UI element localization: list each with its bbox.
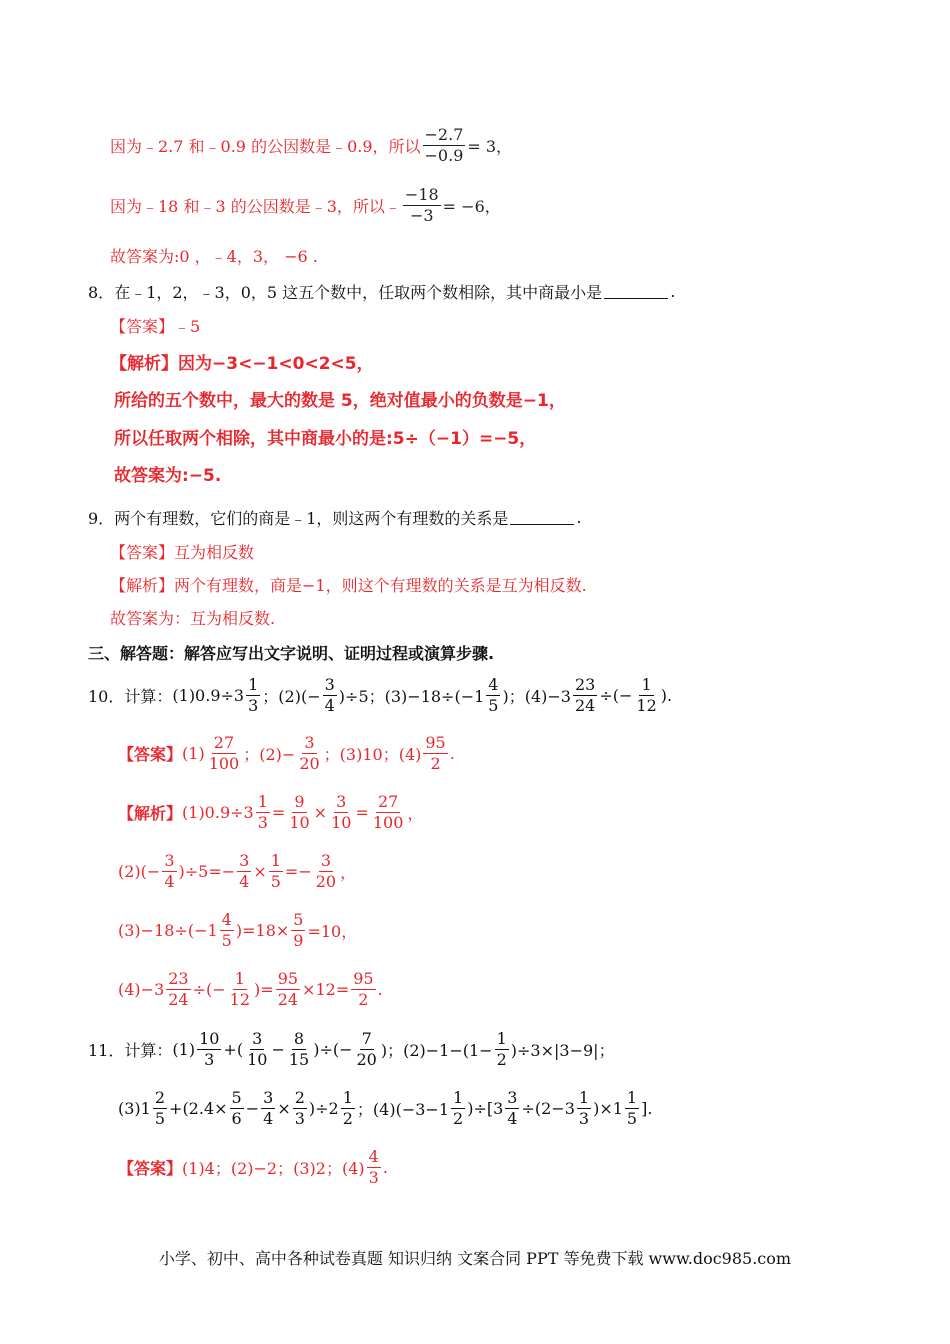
fraction: $\frac{1}{2}$ <box>496 1029 507 1070</box>
q7-line1-text: 因为﹣2.7 和﹣0.9 的公因数是﹣0.9，所以 <box>110 137 421 157</box>
fraction: $\frac{1}{5}$ <box>270 851 281 892</box>
q10-explain-4: (4)−3 $\frac{23}{24}$ ÷(− $\frac{1}{12}$ )= $\frac{95}{24}$ ×12= $\frac{95}{2}$ . <box>118 969 383 1010</box>
q9-answer: 【答案】 互为相反数 <box>110 543 255 562</box>
fraction: $\frac{95}{2}$ <box>425 733 446 774</box>
fraction: $\frac{4}{3}$ <box>368 1147 379 1188</box>
answer-blank <box>510 510 574 525</box>
q8-question: 8． 在﹣1，2，﹣3，0，5 这五个数中，任取两个数相除，其中商最小是 . <box>88 282 676 302</box>
q7-line1: 因为﹣2.7 和﹣0.9 的公因数是﹣0.9，所以 $\frac{-2.7}{-0.9}$ = 3， <box>110 125 513 166</box>
fraction: $\frac{3}{10}$ <box>247 1029 268 1070</box>
page-footer: 小学、初中、高中各种试卷真题 知识归纳 文案合同 PPT 等免费下载 www.doc985.com <box>158 1249 792 1268</box>
fraction: $\frac{9}{10}$ <box>289 792 310 833</box>
q7-line2: 因为﹣18 和﹣3 的公因数是﹣3，所以﹣ $\frac{-18}{-3}$ = −6， <box>110 185 501 226</box>
fraction: $\frac{1}{12}$ <box>636 675 657 716</box>
fraction: $\frac{8}{15}$ <box>288 1029 310 1070</box>
q10-explain-1: 【解析】 (1)0.9÷3 $\frac{1}{3}$ = $\frac{9}{10}$ × $\frac{3}{10}$ = $\frac{27}{100}$ ， <box>118 792 424 833</box>
q10-answer: 【答案】 (1) $\frac{27}{100}$ ；(2)− $\frac{3}{20}$ ；(3)10；(4) $\frac{95}{2}$ . <box>118 733 455 774</box>
q8-explain-2: 所给的五个数中，最大的数是 5，绝对值最小的负数是−1， <box>114 391 566 411</box>
q8-explain-4: 故答案为:−5. <box>114 466 222 486</box>
q9-question: 9． 两个有理数，它们的商是﹣1，则这两个有理数的关系是 . <box>88 508 582 528</box>
fraction: $\frac{4}{5}$ <box>221 910 232 951</box>
fraction: $\frac{3}{20}$ <box>315 851 337 892</box>
fraction: $\frac{27}{100}$ <box>208 733 240 774</box>
q10-question: 10． 计算： (1)0.9÷3 $\frac{1}{3}$ ；(2)(− $\frac{3}{4}$ )÷5；(3)−18÷(−1 $\frac{4}{5}$ )；(4)−3 $\frac{23}{24}$ ÷(− $\frac{1}{12}$ ). <box>88 675 673 716</box>
fraction: $\frac{1}{3}$ <box>248 675 259 716</box>
fraction: $\frac{23}{24}$ <box>168 969 189 1010</box>
fraction: $\frac{5}{6}$ <box>231 1088 242 1129</box>
fraction: $\frac{3}{20}$ <box>299 733 320 774</box>
fraction: $\frac{-2.7}{-0.9}$ <box>424 125 464 166</box>
q11-answer: 【答案】 (1)4；(2)−2；(3)2；(4) $\frac{4}{3}$ . <box>118 1147 388 1188</box>
fraction: $\frac{-18}{-3}$ <box>404 185 439 226</box>
fraction: $\frac{3}{4}$ <box>239 851 250 892</box>
q7-line2-text: 因为﹣18 和﹣3 的公因数是﹣3，所以﹣ <box>110 197 401 217</box>
fraction: $\frac{10}{3}$ <box>199 1029 220 1070</box>
q8-explain-3: 所以任取两个相除，其中商最小的是:5÷（−1）=−5， <box>114 429 537 449</box>
q11-question-line1: 11． 计算： (1) $\frac{10}{3}$ +( $\frac{3}{10}$ − $\frac{8}{15}$ )÷(− $\frac{7}{20}$ )；(2)−1−(1− $\frac{1}{2}$ )÷3×|3−9|； <box>88 1029 615 1070</box>
fraction: $\frac{95}{2}$ <box>353 969 374 1010</box>
fraction: $\frac{1}{3}$ <box>257 792 268 833</box>
fraction: $\frac{1}{2}$ <box>453 1088 464 1129</box>
fraction: $\frac{95}{24}$ <box>277 969 299 1010</box>
section-title: 三、解答题：解答应写出文字说明、证明过程或演算步骤. <box>88 644 495 663</box>
q8-answer: 【答案】 ﹣5 <box>110 317 201 336</box>
fraction: $\frac{3}{4}$ <box>164 851 175 892</box>
q9-explain: 【解析】 两个有理数，商是−1，则这个有理数的关系是互为相反数. <box>110 576 587 595</box>
fraction: $\frac{3}{4}$ <box>324 675 335 716</box>
fraction: $\frac{3}{4}$ <box>263 1088 274 1129</box>
fraction: $\frac{27}{100}$ <box>372 792 404 833</box>
fraction: $\frac{4}{5}$ <box>488 675 499 716</box>
q9-conclusion: 故答案为：互为相反数. <box>110 609 276 628</box>
fraction: $\frac{5}{9}$ <box>293 910 304 951</box>
fraction: $\frac{1}{12}$ <box>229 969 251 1010</box>
fraction: $\frac{2}{3}$ <box>294 1088 305 1129</box>
q8-explain-1: 【解析】 因为−3<−1<0<2<5， <box>110 354 374 374</box>
fraction: $\frac{7}{20}$ <box>356 1029 377 1070</box>
fraction: $\frac{23}{24}$ <box>574 675 596 716</box>
q10-explain-2: (2)(− $\frac{3}{4}$ )÷5=− $\frac{3}{4}$ × $\frac{1}{5}$ =− $\frac{3}{20}$ ， <box>118 851 357 892</box>
fraction: $\frac{3}{10}$ <box>331 792 352 833</box>
fraction: $\frac{2}{5}$ <box>154 1088 166 1129</box>
fraction: $\frac{3}{4}$ <box>507 1088 518 1129</box>
q11-question-line2: (3)1 $\frac{2}{5}$ +(2.4× $\frac{5}{6}$ − $\frac{3}{4}$ × $\frac{2}{3}$ )÷2 $\frac{1}{2}$ ；(4)(−3−1 $\frac{1}{2}$ )÷[3 $\frac{3}{4}$ ÷(2−3 $\frac{1}{3}$ )×1 $\frac{1}{5}$ ]. <box>118 1088 653 1129</box>
q7-conclusion: 故答案为:0 ，﹣4，3， −6 . <box>110 247 318 266</box>
fraction: $\frac{1}{5}$ <box>626 1088 638 1129</box>
q10-explain-3: (3)−18÷(−1 $\frac{4}{5}$ )=18× $\frac{5}{9}$ =10， <box>118 910 358 951</box>
answer-blank <box>604 284 668 299</box>
fraction: $\frac{1}{2}$ <box>342 1088 353 1129</box>
fraction: $\frac{1}{3}$ <box>578 1088 590 1129</box>
